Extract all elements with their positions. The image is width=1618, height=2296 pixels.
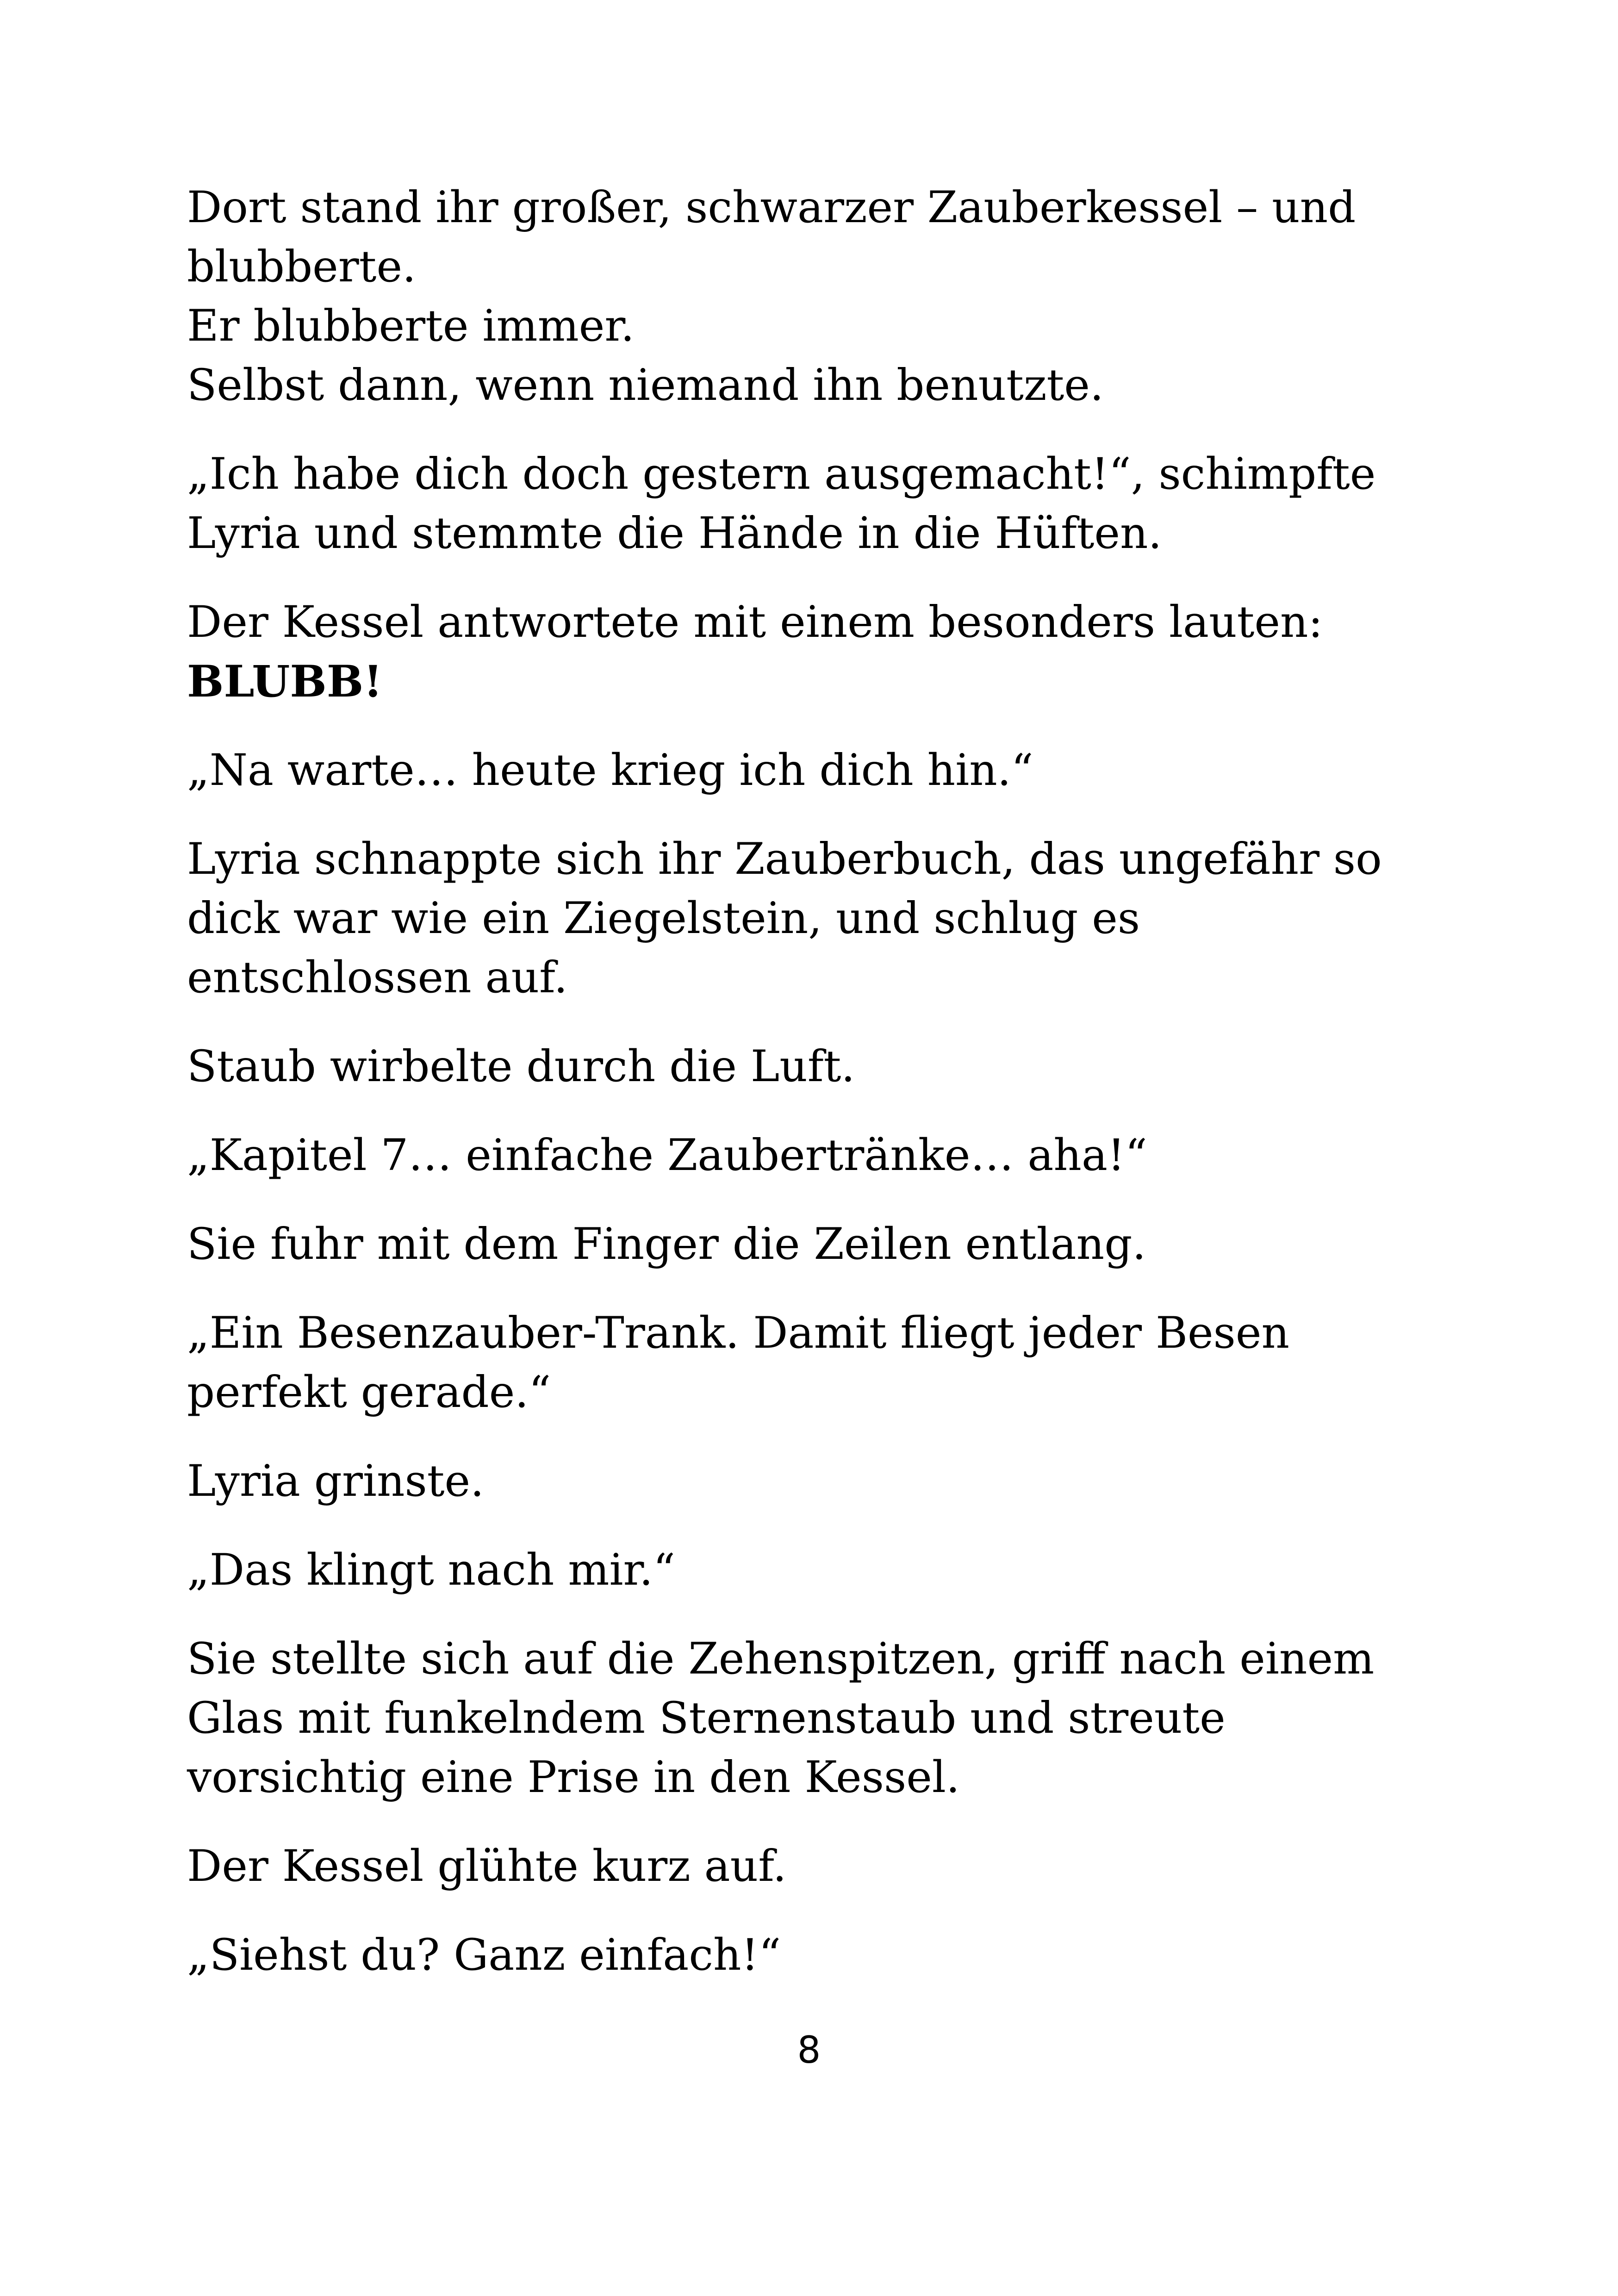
text-line: dick war wie ein Ziegelstein, und schlug es bbox=[187, 893, 1140, 944]
paragraph-7 bbox=[187, 1126, 1464, 1185]
text-line: „Siehst du? Ganz einfach!“ bbox=[187, 1930, 781, 1980]
text-line: Er blubberte immer. bbox=[187, 301, 635, 351]
paragraph-9 bbox=[187, 1304, 1464, 1422]
text-line: blubberte. bbox=[187, 242, 416, 292]
text-line: Dort stand ihr großer, schwarzer Zauberkessel – und bbox=[187, 182, 1356, 233]
text-line: Der Kessel antwortete mit einem besonders lauten: bbox=[187, 597, 1323, 647]
text-line: Der Kessel glühte kurz auf. bbox=[187, 1841, 787, 1892]
text-line: Glas mit funkelndem Sternenstaub und streute bbox=[187, 1693, 1226, 1743]
text-line: Selbst dann, wenn niemand ihn benutzte. bbox=[187, 360, 1104, 411]
text-line: Staub wirbelte durch die Luft. bbox=[187, 1041, 855, 1092]
paragraph-14 bbox=[187, 1926, 1464, 1985]
text-line: Sie fuhr mit dem Finger die Zeilen entlang. bbox=[187, 1219, 1146, 1269]
paragraph-13 bbox=[187, 1837, 1464, 1896]
text-line: entschlossen auf. bbox=[187, 952, 568, 1003]
paragraph-1 bbox=[187, 178, 1464, 415]
text-line: „Ich habe dich doch gestern ausgemacht!“, schimpfte bbox=[187, 449, 1376, 499]
paragraph-10 bbox=[187, 1452, 1464, 1511]
text-line: „Ein Besenzauber-Trank. Damit fliegt jeder Besen bbox=[187, 1308, 1290, 1358]
paragraph-8 bbox=[187, 1215, 1464, 1274]
body-text bbox=[187, 178, 1464, 2015]
text-line: perfekt gerade.“ bbox=[187, 1367, 551, 1418]
paragraph-3 bbox=[187, 593, 1464, 711]
page-number: 8 bbox=[797, 2028, 821, 2072]
text-line: „Das klingt nach mir.“ bbox=[187, 1545, 676, 1595]
text-line: Lyria und stemmte die Hände in die Hüften. bbox=[187, 508, 1162, 559]
paragraph-11 bbox=[187, 1541, 1464, 1600]
text-line: Lyria grinste. bbox=[187, 1456, 485, 1506]
emphasized-sound-word: BLUBB! bbox=[187, 656, 383, 707]
paragraph-5 bbox=[187, 830, 1464, 1008]
text-line: Sie stellte sich auf die Zehenspitzen, griff nach einem bbox=[187, 1634, 1375, 1684]
paragraph-2 bbox=[187, 445, 1464, 563]
paragraph-6 bbox=[187, 1037, 1464, 1096]
paragraph-4 bbox=[187, 741, 1464, 800]
text-line: „Kapitel 7… einfache Zaubertränke… aha!“ bbox=[187, 1130, 1147, 1181]
paragraph-12 bbox=[187, 1630, 1464, 1807]
text-line: Lyria schnappte sich ihr Zauberbuch, das ungefähr so bbox=[187, 834, 1382, 884]
text-line: „Na warte… heute krieg ich dich hin.“ bbox=[187, 745, 1033, 796]
text-line: vorsichtig eine Prise in den Kessel. bbox=[187, 1752, 960, 1803]
